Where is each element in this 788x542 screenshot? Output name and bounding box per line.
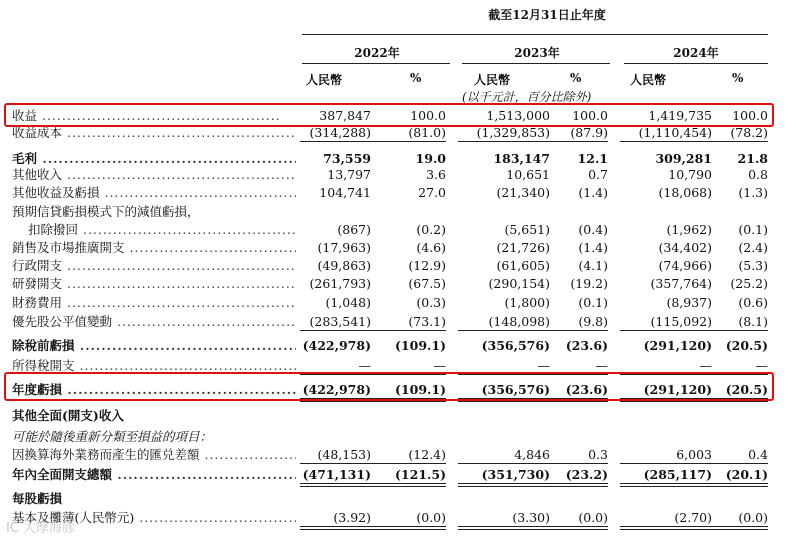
- row-value: (61,605): [496, 258, 550, 273]
- row-value: (422,978): [302, 338, 371, 353]
- col-pct-2024: %: [732, 71, 744, 85]
- row-rule: [620, 463, 768, 464]
- header-rule: [302, 34, 768, 35]
- table-row: [0, 313, 788, 330]
- row-rule: [458, 401, 608, 402]
- row-label: 其他收入 .....: [12, 166, 296, 183]
- row-value: (351,730): [481, 467, 550, 482]
- highlight-revenue: [4, 103, 774, 127]
- row-value: (1,800): [504, 295, 550, 310]
- row-rule: [300, 486, 446, 487]
- row-rule: [458, 141, 608, 142]
- row-rule: [458, 330, 608, 331]
- row-value: (20.1): [725, 467, 768, 482]
- table-row: [0, 428, 788, 445]
- row-label: 年度虧損 .....: [12, 381, 296, 398]
- row-label: 收益 .....: [12, 107, 281, 124]
- row-label: 基本及攤薄(人民幣元) .....: [12, 509, 296, 526]
- row-value: (0.1): [578, 295, 608, 310]
- row-value: (9.8): [578, 314, 608, 329]
- row-value: 10,790: [668, 167, 712, 182]
- table-row: [0, 294, 788, 311]
- row-value: (0.2): [416, 222, 446, 237]
- row-value: (25.2): [730, 276, 768, 291]
- row-value: (8,937): [666, 295, 712, 310]
- row-value: —: [537, 358, 550, 373]
- col-rmb-2023: 人民幣: [474, 73, 511, 87]
- year-2023-rule: [462, 63, 610, 64]
- row-value: (3.92): [333, 510, 371, 525]
- row-value: (357,764): [650, 276, 712, 291]
- period-heading: 截至12月31日止年度: [488, 8, 606, 22]
- row-value: (3.30): [512, 510, 550, 525]
- row-value: (21,340): [496, 185, 550, 200]
- row-rule: [458, 526, 608, 527]
- year-2024-rule: [624, 63, 768, 64]
- row-value: (34,402): [658, 240, 712, 255]
- row-rule: [300, 401, 446, 402]
- table-row: [0, 150, 788, 167]
- row-rule: [300, 529, 446, 530]
- row-rule: [620, 526, 768, 527]
- row-value: (0.0): [738, 510, 768, 525]
- row-label: 銷售及市場推廣開支 .....: [12, 239, 296, 256]
- table-row: [0, 275, 788, 292]
- row-value: (2.4): [738, 240, 768, 255]
- row-value: —: [433, 358, 446, 373]
- row-value: 27.0: [418, 185, 446, 200]
- row-rule: [300, 330, 446, 331]
- row-rule: [458, 483, 608, 484]
- row-value: (314,288): [309, 125, 371, 140]
- year-2023: 2023年: [514, 46, 560, 60]
- row-value: 13,797: [327, 167, 371, 182]
- row-label: 研發開支 .....: [12, 275, 296, 292]
- row-value: 0.4: [748, 447, 768, 462]
- row-value: (1,962): [666, 222, 712, 237]
- row-value: (1,110,454): [638, 125, 712, 140]
- row-value: (87.9): [570, 125, 608, 140]
- row-value: 0.7: [588, 167, 608, 182]
- row-label: 可能於隨後重新分類至損益的項目：: [12, 429, 213, 444]
- row-value: 0.3: [588, 447, 608, 462]
- row-label: 行政開支 .....: [12, 257, 296, 274]
- row-value: (12.4): [408, 447, 446, 462]
- row-value: (867): [337, 222, 371, 237]
- row-value: (1.4): [578, 185, 608, 200]
- row-value: 100.0: [572, 108, 608, 123]
- table-row: [0, 203, 788, 220]
- col-pct-2023: %: [570, 71, 582, 85]
- row-value: 0.8: [748, 167, 768, 182]
- row-value: (0.4): [578, 222, 608, 237]
- row-value: (48,153): [317, 447, 371, 462]
- units-note: (以千元計，百分比除外): [462, 90, 592, 104]
- row-value: (81.0): [408, 125, 446, 140]
- table-row: [0, 490, 788, 507]
- row-value: (148,098): [488, 314, 550, 329]
- row-value: 19.0: [415, 151, 446, 166]
- row-value: (115,092): [650, 314, 712, 329]
- table-row: [0, 257, 788, 274]
- row-value: (17,963): [317, 240, 371, 255]
- row-value: (283,541): [309, 314, 371, 329]
- row-value: (21,726): [496, 240, 550, 255]
- col-rmb-2022: 人民幣: [306, 73, 343, 87]
- row-value: 387,847: [319, 108, 371, 123]
- row-value: (18,068): [658, 185, 712, 200]
- row-value: (109.1): [395, 338, 446, 353]
- row-value: 1,513,000: [486, 108, 550, 123]
- row-value: (4.1): [578, 258, 608, 273]
- row-label: 除稅前虧損 .....: [12, 337, 296, 354]
- row-label: 扣除撥回 .....: [28, 221, 296, 238]
- row-value: 309,281: [655, 151, 712, 166]
- row-value: (290,154): [488, 276, 550, 291]
- row-value: —: [595, 358, 608, 373]
- table-row: [0, 337, 788, 354]
- row-value: —: [699, 358, 712, 373]
- row-label: 預期信貸虧損模式下的減值虧損，: [12, 204, 200, 219]
- row-value: 1,419,735: [648, 108, 712, 123]
- row-value: (121.5): [395, 467, 446, 482]
- row-value: (0.6): [738, 295, 768, 310]
- row-rule: [620, 483, 768, 484]
- table-row: [0, 446, 788, 463]
- row-value: (356,576): [481, 338, 550, 353]
- row-value: (4.6): [416, 240, 446, 255]
- highlight-annual-loss: [4, 372, 774, 401]
- row-value: (1.3): [738, 185, 768, 200]
- watermark: IC 大摩海豚: [6, 521, 76, 536]
- row-value: 100.0: [410, 108, 446, 123]
- row-rule: [620, 486, 768, 487]
- row-value: (291,120): [643, 338, 712, 353]
- table-row: [0, 239, 788, 256]
- row-rule: [620, 141, 768, 142]
- row-value: (0.3): [416, 295, 446, 310]
- row-label: 優先股公平值變動 .....: [12, 313, 296, 330]
- table-row: [0, 221, 788, 238]
- row-rule: [300, 526, 446, 527]
- row-rule: [620, 529, 768, 530]
- col-pct-2022: %: [410, 71, 422, 85]
- row-label: 毛利 .....: [12, 150, 296, 167]
- row-value: (23.2): [565, 467, 608, 482]
- row-value: (67.5): [408, 276, 446, 291]
- row-value: (8.1): [738, 314, 768, 329]
- row-label: 收益成本 .....: [12, 124, 296, 141]
- row-value: (0.0): [578, 510, 608, 525]
- row-rule: [458, 529, 608, 530]
- row-label: 財務費用 .....: [12, 294, 296, 311]
- row-value: 100.0: [732, 108, 768, 123]
- row-value: (291,120): [643, 382, 712, 397]
- row-value: (0.0): [416, 510, 446, 525]
- row-value: (261,793): [309, 276, 371, 291]
- row-label: 其他全面(開支)收入: [12, 408, 124, 423]
- row-value: (471,131): [302, 467, 371, 482]
- row-rule: [458, 463, 608, 464]
- table-row: [0, 509, 788, 526]
- row-value: (5,651): [504, 222, 550, 237]
- row-rule: [620, 330, 768, 331]
- row-value: (356,576): [481, 382, 550, 397]
- row-value: —: [358, 358, 371, 373]
- table-row: [0, 407, 788, 424]
- row-label: 每股虧損: [12, 491, 63, 506]
- row-value: 6,003: [676, 447, 712, 462]
- row-rule: [458, 486, 608, 487]
- row-value: (1,048): [325, 295, 371, 310]
- row-label: 年內全面開支總額 .....: [12, 466, 296, 483]
- row-value: (20.5): [725, 382, 768, 397]
- table-row: [0, 166, 788, 183]
- table-row: [0, 184, 788, 201]
- row-rule: [620, 401, 768, 402]
- row-value: 10,651: [506, 167, 550, 182]
- row-value: 21.8: [737, 151, 768, 166]
- row-value: 4,846: [514, 447, 550, 462]
- row-value: (422,978): [302, 382, 371, 397]
- col-rmb-2024: 人民幣: [630, 73, 667, 87]
- row-value: 183,147: [493, 151, 550, 166]
- row-value: (74,966): [658, 258, 712, 273]
- year-2024: 2024年: [673, 46, 719, 60]
- row-value: (73.1): [408, 314, 446, 329]
- row-rule: [300, 483, 446, 484]
- row-value: (1.4): [578, 240, 608, 255]
- row-value: 104,741: [319, 185, 371, 200]
- row-value: —: [755, 358, 768, 373]
- row-value: (23.6): [565, 382, 608, 397]
- row-label: 因換算海外業務而產生的匯兑差額 .....: [12, 446, 296, 463]
- row-value: (1,329,853): [476, 125, 550, 140]
- year-2022: 2022年: [354, 46, 400, 60]
- row-value: (2.70): [674, 510, 712, 525]
- row-value: (78.2): [730, 125, 768, 140]
- row-value: (5.3): [738, 258, 768, 273]
- row-label: 其他收益及虧損 .....: [12, 184, 296, 201]
- row-value: 73,559: [323, 151, 371, 166]
- row-value: (109.1): [395, 382, 446, 397]
- table-row: [0, 466, 788, 483]
- row-value: 12.1: [577, 151, 608, 166]
- row-value: (23.6): [565, 338, 608, 353]
- row-value: (0.1): [738, 222, 768, 237]
- row-value: (12.9): [408, 258, 446, 273]
- year-2022-rule: [302, 63, 450, 64]
- row-value: 3.6: [426, 167, 446, 182]
- row-value: (285,117): [643, 467, 712, 482]
- row-value: (49,863): [317, 258, 371, 273]
- row-rule: [300, 141, 446, 142]
- row-rule: [300, 463, 446, 464]
- row-value: (20.5): [725, 338, 768, 353]
- row-value: (19.2): [570, 276, 608, 291]
- row-label: 所得稅開支 .....: [12, 357, 296, 374]
